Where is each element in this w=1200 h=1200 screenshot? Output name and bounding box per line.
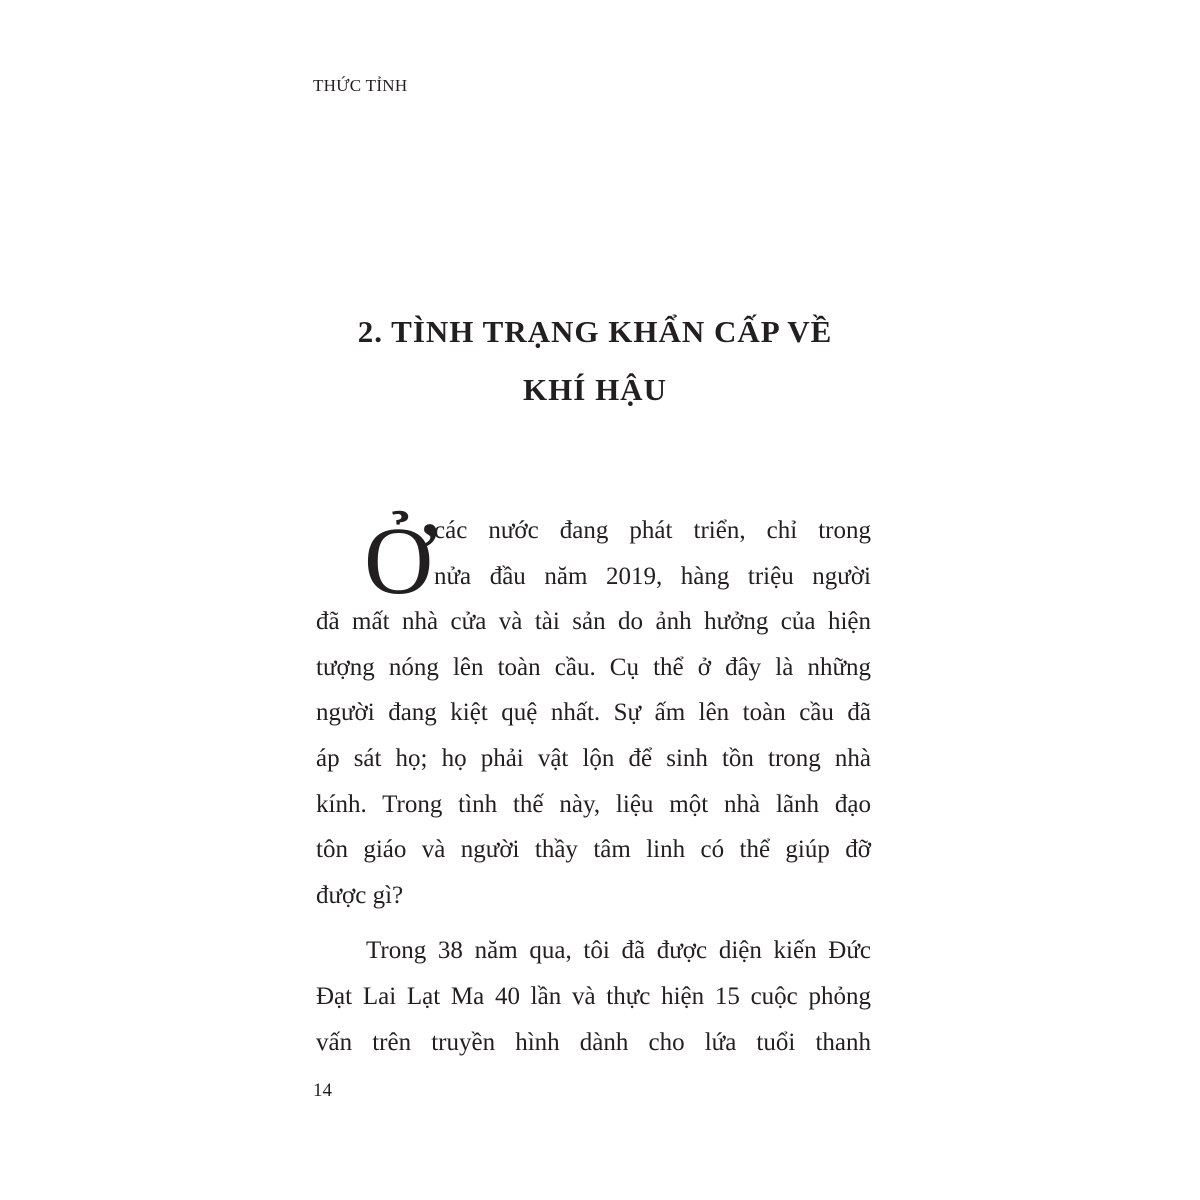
- paragraph-gap: [316, 918, 871, 928]
- text-line: người đang kiệt quệ nhất. Sự ấm lên toàn cầu đã: [316, 699, 871, 727]
- chapter-title-line-1: 2. TÌNH TRẠNG KHẨN CẤP VỀ: [357, 314, 833, 349]
- text-line: tôn giáo và người thầy tâm linh có thể giúp đỡ: [316, 836, 871, 864]
- text-line: đã mất nhà cửa và tài sản do ảnh hưởng của hiện: [316, 608, 871, 636]
- text-line: được gì?: [316, 881, 404, 909]
- text-line: Đạt Lai Lạt Ma 40 lần và thực hiện 15 cuộc phỏng: [316, 982, 871, 1010]
- drop-cap: Ở: [364, 507, 434, 614]
- text-line: kính. Trong tình thế này, liệu một nhà lãnh đạo: [316, 790, 871, 818]
- text-line: tượng nóng lên toàn cầu. Cụ thể ở đây là những: [316, 653, 871, 681]
- text-line: vấn trên truyền hình dành cho lứa tuổi thanh: [316, 1028, 871, 1056]
- paragraph-1: [316, 508, 871, 918]
- running-header: THỨC TỈNH: [313, 76, 408, 95]
- chapter-title-line-2: KHÍ HẬU: [523, 372, 667, 407]
- page-number: 14: [313, 1080, 332, 1101]
- text-line: Trong 38 năm qua, tôi đã được diện kiến Đức: [366, 937, 871, 965]
- text-line: nửa đầu năm 2019, hàng triệu người: [434, 562, 871, 590]
- text-line: các nước đang phát triển, chỉ trong: [434, 517, 871, 544]
- text-line: áp sát họ; họ phải vật lộn để sinh tồn trong nhà: [316, 744, 871, 772]
- paragraph-2: [316, 928, 871, 1065]
- body-text: [316, 508, 871, 1065]
